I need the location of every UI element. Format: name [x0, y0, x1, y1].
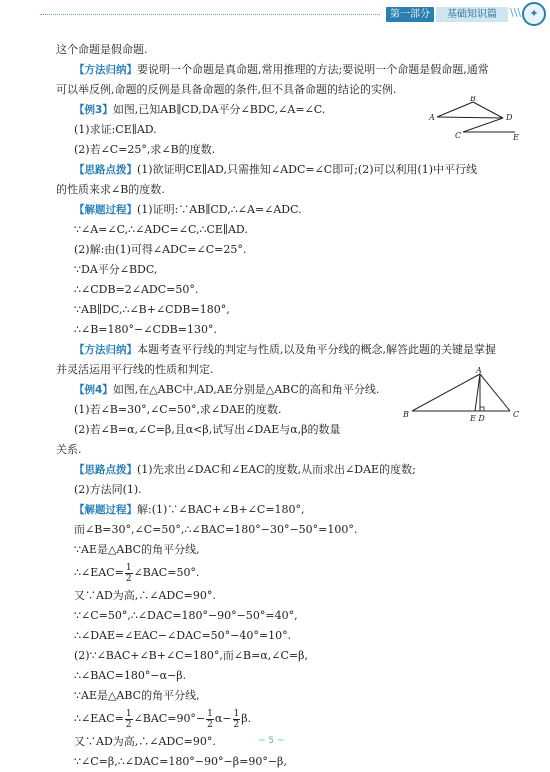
segment-AB — [412, 374, 480, 411]
tag-label: 【思路点拨】 — [74, 464, 137, 476]
tag-label: 【例4】 — [74, 384, 113, 396]
figure-example-4 — [400, 366, 530, 424]
text-line: 关系. — [56, 443, 82, 456]
text-line: (2)∵∠BAC+∠B+∠C=180°,而∠B=α,∠C=β, — [74, 649, 308, 662]
text-line: 而∠B=30°,∠C=50°,∴∠BAC=180°−30°−50°=100°. — [74, 523, 358, 536]
label-E: E — [513, 133, 519, 142]
tag-label: 【方法归纳】 — [74, 344, 137, 356]
text: ∠BAC=90°− — [133, 712, 206, 725]
fraction-line-2 — [56, 706, 504, 732]
text: α− — [214, 712, 232, 725]
fraction — [125, 709, 133, 730]
denominator: 2 — [233, 719, 240, 730]
segment-AD — [437, 117, 503, 118]
fraction — [125, 563, 133, 584]
text-line: ∵∠A=∠C,∴∠ADC=∠C,∴CE∥AD. — [74, 223, 248, 236]
hint-1 — [56, 160, 504, 180]
text: (1)证明:∵AB∥CD,∴∠A=∠ADC. — [137, 203, 302, 216]
section-title: 基础知识篇 — [436, 7, 508, 22]
tag-label: 【解题过程】 — [74, 504, 137, 516]
text-line: (2)若∠B=α,∠C=β,且α<β,试写出∠DAE与α,β的数量 — [74, 423, 341, 436]
fraction — [206, 709, 214, 730]
segment-AC — [480, 374, 510, 411]
label-C: C — [455, 131, 462, 140]
text-line: (2)解:由(1)可得∠ADC=∠C=25°. — [74, 243, 247, 256]
segment-BD — [473, 102, 503, 118]
hint-2 — [56, 460, 504, 480]
text: 本题考查平行线的判定与性质,以及角平分线的概念,解答此题的关键是掌握 — [137, 343, 496, 356]
tag-label: 【解题过程】 — [74, 204, 137, 216]
denominator: 2 — [125, 573, 132, 584]
label-A: A — [429, 113, 435, 122]
text: 如图,已知AB∥CD,DA平分∠BDC,∠A=∠C. — [112, 103, 326, 116]
header-rule — [40, 14, 380, 15]
text: ∠BAC=50°. — [133, 566, 200, 579]
text-line: ∵∠C=β,∴∠DAC=180°−90°−β=90°−β, — [74, 755, 287, 768]
numerator: 1 — [207, 708, 213, 719]
figure-example-3 — [425, 96, 525, 142]
text: β. — [241, 712, 252, 725]
text-line: ∵DA平分∠BDC, — [74, 263, 158, 276]
text-line: ∵∠C=50°,∴∠DAC=180°−90°−50°=40°, — [74, 609, 298, 622]
numerator: 1 — [125, 562, 132, 573]
text: 如图,在△ABC中,AD,AE分别是△ABC的高和角平分线. — [112, 383, 380, 396]
text: (1)欲证明CE∥AD,只需推知∠ADC=∠C即可;(2)可以利用(1)中平行线 — [137, 163, 478, 176]
denominator: 2 — [125, 719, 132, 730]
logo-icon: ✦ — [522, 2, 546, 26]
text: ∴∠EAC= — [74, 566, 124, 579]
text-line: (1)若∠B=30°,∠C=50°,求∠DAE的度数. — [74, 403, 282, 416]
text: 要说明一个命题是真命题,常用推理的方法;要说明一个命题是假命题,通常 — [137, 63, 489, 76]
label-A: A — [476, 366, 482, 375]
page-header — [0, 0, 550, 30]
text-line: ∵AE是△ABC的角平分线, — [74, 543, 200, 556]
label-B: B — [470, 96, 476, 103]
numerator: 1 — [233, 708, 240, 719]
label-C: C — [513, 410, 520, 419]
text-line: 这个命题是假命题. — [56, 43, 148, 56]
chevron-decor-icon: \\\ — [510, 6, 522, 19]
text-line: ∴∠BAC=180°−α−β. — [74, 669, 187, 682]
method-summary-1 — [56, 60, 504, 80]
page-number: ~ 5 ~ — [258, 736, 285, 746]
label-ED: E D — [470, 414, 485, 423]
tag-label: 【思路点拨】 — [74, 164, 137, 176]
part-badge: 第一部分 — [386, 7, 434, 22]
text-line: ∵AE是△ABC的角平分线, — [74, 689, 200, 702]
label-D: D — [506, 113, 513, 122]
text-line: 可以举反例,命题的反例是具备命题的条件,但不具备命题的结论的实例. — [56, 83, 397, 96]
segment-AB — [437, 102, 473, 117]
fraction-line-1 — [56, 560, 504, 586]
text-line: 并灵活运用平行线的性质和判定. — [56, 363, 214, 376]
text-line: (1)求证:CE∥AD. — [74, 123, 157, 136]
text-line: ∴∠DAE=∠EAC−∠DAC=50°−40°=10°. — [74, 629, 292, 642]
segment-AE — [475, 374, 480, 411]
text-line: (2)方法同(1). — [74, 483, 142, 496]
denominator: 2 — [207, 719, 213, 730]
label-B: B — [403, 410, 409, 419]
text-line: 又∵AD为高,∴∠ADC=90°. — [74, 735, 216, 748]
solution-1 — [56, 200, 504, 220]
text: (1)先求出∠DAC和∠EAC的度数,从而求出∠DAE的度数; — [137, 463, 416, 476]
text-line: ∵AB∥DC,∴∠B+∠CDB=180°, — [74, 303, 230, 316]
text: ∴∠EAC= — [74, 712, 124, 725]
segment-CD — [463, 118, 503, 132]
text-line: (2)若∠C=25°,求∠B的度数. — [74, 143, 216, 156]
text-line: 又∵AD为高,∴∠ADC=90°. — [74, 589, 216, 602]
solution-2 — [56, 500, 504, 520]
text-line: ∴∠B=180°−∠CDB=130°. — [74, 323, 217, 336]
right-angle-mark — [480, 407, 484, 411]
fraction — [233, 709, 241, 730]
text: 解:(1)∵∠BAC+∠B+∠C=180°, — [137, 503, 305, 516]
method-summary-2 — [56, 340, 504, 360]
text-line: ∴∠CDB=2∠ADC=50°. — [74, 283, 199, 296]
tag-label: 【例3】 — [74, 104, 113, 116]
numerator: 1 — [125, 708, 132, 719]
text-line: 的性质来求∠B的度数. — [56, 183, 165, 196]
tag-label: 【方法归纳】 — [74, 64, 137, 76]
